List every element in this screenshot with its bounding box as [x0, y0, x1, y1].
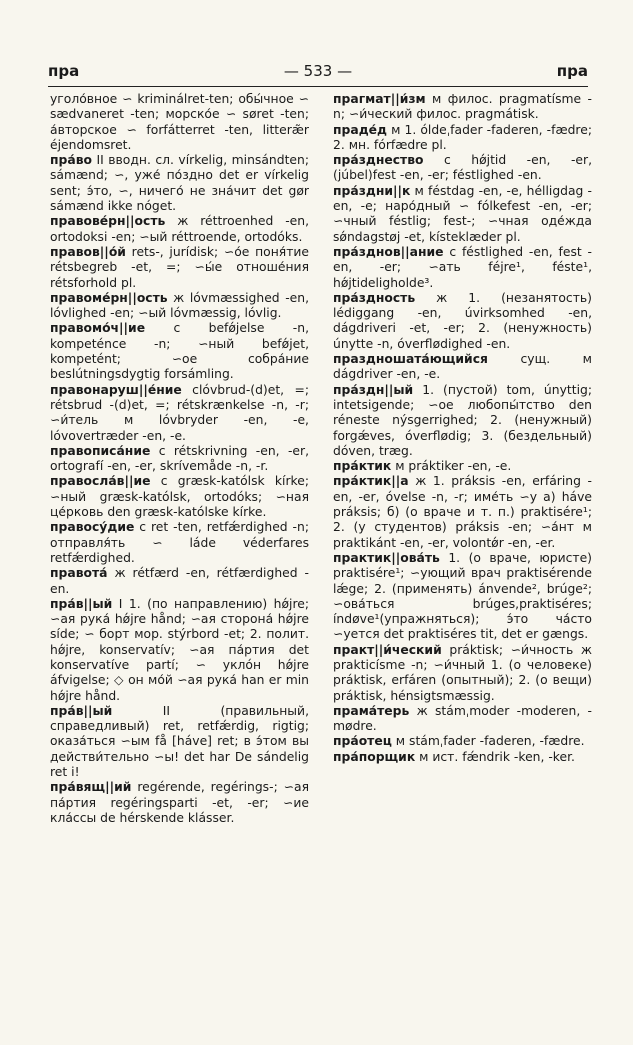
- dictionary-entry: [50, 474, 309, 520]
- dictionary-entry: [333, 383, 592, 459]
- entry-headword: пра́ктик: [333, 459, 392, 474]
- left-running-headword: пра: [48, 62, 80, 80]
- entry-text: ж 1. (незанятость) lédiggang -en, úvirksomhed -en, dágdriveri -et, -er; 2. (ненужность) únytte -n, óverflødighed -en.: [333, 290, 592, 351]
- entry-text: rets-, jurídisk; ∽о́е поня́тие rétsbegreb -et, =; ∽ы́е отноше́ния rétsforhold pl.: [50, 244, 309, 290]
- entry-text: м stámˌfader -faderen, -fædre.: [391, 734, 585, 749]
- entry-headword: пра́отец: [333, 734, 392, 749]
- dictionary-entry: [50, 92, 309, 153]
- dictionary-entry: [333, 92, 592, 123]
- dictionary-entry: [333, 474, 592, 550]
- entry-headword: практ||и́ческий: [333, 642, 442, 657]
- entry-text: 1. (о враче, юристе) praktisére¹; ∽ующий врач praktisérende lǽge; 2. (применять) ánvende², brúge²; ∽ова́ться brúges,praktiséres; índøve¹(упражняться); э́то ча́сто ∽уется det praktiséres tit, det er gængs.: [333, 550, 592, 642]
- entry-headword: пра́зднество: [333, 153, 424, 168]
- entry-text: I 1. (по направлению) hǿjre; ∽ая рука́ hǿjre hånd; ∽ая сторона́ hǿjre síde; ∽ борт мор. stýrbord -et; 2. полит. hǿjre, konservatív; ∽ая па́ртия det konservatíve partí; ∽ уклóн hǿjre áfvigelse; ◇ он мо́й ∽ая рука́ han er min hǿjre hånd.: [50, 596, 309, 703]
- dictionary-entry: [50, 214, 309, 245]
- entry-headword: пра́здность: [333, 290, 416, 305]
- dictionary-entry: [333, 734, 592, 749]
- entry-text: ж 1. práksis -en, erfáring -en, -er, óvelse -n, -r; име́ть ∽у a) háve práksis; б) (о враче и т. п.) praktisére¹; 2. (у студентов) práksis -en; ∽а́нт м praktikánt -en, -er, volontǿr -en, -er.: [333, 474, 592, 550]
- left-column: [50, 92, 309, 826]
- entry-headword: прама́терь: [333, 703, 410, 718]
- dictionary-entry: [50, 245, 309, 291]
- entry-headword: пра́ктик||а: [333, 474, 409, 489]
- dictionary-entry: [50, 520, 309, 566]
- dictionary-entry: [333, 352, 592, 383]
- dictionary-entry: [50, 383, 309, 444]
- entry-headword: правосу́дие: [50, 520, 135, 535]
- entry-text: м филос. pragmatísme -n; ∽и́ческий филос. pragmátisk.: [333, 92, 592, 122]
- entry-text: уголо́вное ∽ kriminálret-ten; обы́чное ∽ sædvaneret -ten; морско́е ∽ søret -ten; а́вторское ∽ forfátterret -ten, litteræ̃r éjendomsret.: [50, 92, 309, 152]
- dictionary-entry: [50, 780, 309, 826]
- dictionary-entry: [50, 704, 309, 780]
- entry-headword: праде́д: [333, 122, 388, 137]
- header-rule: [48, 86, 588, 87]
- dictionary-entry: [333, 123, 592, 154]
- entry-text: с befǿjelse -n, kompeténce -n; ∽ный befǿjet, kompetént; ∽ое собра́ние beslútningsdygtig forsámling.: [50, 321, 309, 382]
- entry-headword: правосла́в||ие: [50, 474, 151, 489]
- entry-text: с græsk-katólsk kírke; ∽ный græsk-katólsk, ortodóks; ∽ная це́рковь den græsk-katólske kírke.: [50, 474, 309, 520]
- entry-text: clóvbrud-(d)et, =; rétsbrud -(d)et, =; rétskrænkelse -n, -r; ∽и́тель м lóvbryder -en, -e, lóvovertræder -en, -e.: [50, 382, 309, 443]
- entry-headword: прагмат||и́зм: [333, 92, 426, 106]
- dictionary-entry: [50, 597, 309, 704]
- dictionary-entry: [333, 291, 592, 352]
- page-number: — 533 —: [283, 62, 353, 80]
- entry-headword: пра́порщик: [333, 749, 416, 764]
- dictionary-entry: [50, 291, 309, 322]
- entry-text: м féstdag -en, -e, hélligdag -en, -e; наро́дный ∽ fólkefest -en, -er; ∽чный féstlig; fest-; ∽чная оде́жда sǿndagstøj -et, kísteklæder pl.: [333, 183, 592, 244]
- entry-text: II (правильный, справедливый) ret, retfǽrdig, rigtig; оказа́ться ∽ым få [háve] ret; в э́том вы действи́тельно ∽ы! det har De sándelig ret i!: [50, 703, 309, 780]
- entry-text: ж stámˌmoder -moderen, -mødre.: [333, 703, 592, 734]
- entry-text: с hǿjtid -en, -er, (júbel)fest -en, -er; féstlighed -en.: [333, 153, 592, 183]
- entry-headword: правота́: [50, 566, 108, 581]
- entry-text: с féstlighed -en, fest -en, -er; ∽ать féjre¹, féste¹, hǿjtideligholde³.: [333, 244, 592, 290]
- entry-text: regérende, regérings-; ∽ая па́ртия regéringsparti -et, -er; ∽ие кла́ссы de hérskende klásser.: [50, 780, 309, 825]
- entry-text: с ret -ten, retfǽrdighed -n; отправля́ть ∽ láde véderfares retfǽrdighed.: [50, 520, 309, 565]
- entry-headword: правов||о́й: [50, 244, 126, 259]
- entry-text: II вводн. сл. vírkelig, minsándten; sámænd; ∽, уже́ по́здно det er vírkelig sent; э́то, ∽, ничего́ не зна́чит det gør sámænd ikke nóget.: [50, 153, 309, 214]
- entry-text: м 1. óldeˌfader -faderen, -fædre; 2. мн. fórfædre pl.: [333, 122, 592, 152]
- entry-headword: праздношата́ющийся: [333, 352, 488, 367]
- dictionary-entry: [333, 245, 592, 291]
- dictionary-entry: [333, 704, 592, 735]
- dictionary-entry: [333, 459, 592, 474]
- entry-headword: пра́зднов||ание: [333, 244, 444, 259]
- right-running-headword: пра: [556, 62, 588, 80]
- dictionary-entry: [50, 566, 309, 597]
- entry-headword: пра́в||ый: [50, 596, 113, 611]
- dictionary-entry: [333, 184, 592, 245]
- entry-headword: пра́здн||ый: [333, 382, 414, 397]
- entry-headword: пра́во: [50, 153, 92, 168]
- right-column: [333, 92, 592, 765]
- entry-headword: правоме́рн||ость: [50, 290, 168, 305]
- dictionary-entry: [333, 551, 592, 643]
- entry-text: сущ. м dágdriver -en, -e.: [333, 352, 592, 382]
- entry-headword: пра́в||ый: [50, 703, 113, 718]
- entry-headword: правове́рн||ость: [50, 214, 166, 229]
- entry-text: с rétskrivning -en, -er, ortografí -en, -er, skrívemåde -n, -r.: [50, 443, 309, 474]
- entry-headword: пра́здни||к: [333, 183, 411, 198]
- entry-text: ж réttroenhed -en, ortodoksi -en; ∽ый réttroende, ortodóks.: [50, 214, 309, 244]
- entry-headword: правомо́ч||ие: [50, 321, 146, 336]
- entry-headword: пра́вящ||ий: [50, 780, 132, 795]
- entry-text: 1. (пустой) tom, únyttig; intetsigende; ∽ое любопы́тство den réneste nýsgerrighed; 2. (ненужный) forgǽves, óverflødig; 3. (бездельный) dóven, træg.: [333, 382, 592, 458]
- dictionary-entry: [333, 750, 592, 765]
- dictionary-entry: [50, 321, 309, 382]
- dictionary-entry: [333, 643, 592, 704]
- entry-headword: правонаруш||е́ние: [50, 382, 182, 397]
- entry-headword: правописа́ние: [50, 443, 151, 458]
- dictionary-entry: [50, 444, 309, 475]
- dictionary-entry: [50, 153, 309, 214]
- entry-text: práktisk; ∽и́чность ж prakticísme -n; ∽и́чный 1. (о человеке) práktisk, erfáren (опытный); 2. (о вещи) práktisk, hénsigtsmæssig.: [333, 642, 592, 703]
- entry-headword: практик||ова́ть: [333, 550, 440, 565]
- entry-text: м práktiker -en, -e.: [391, 459, 512, 474]
- entry-text: м ист. fǽndrik -ken, -ker.: [415, 749, 575, 764]
- entry-text: ж rétfærd -en, rétfærdighed -en.: [50, 566, 309, 596]
- dictionary-entry: [333, 153, 592, 184]
- entry-text: ж lóvmæssighed -en, lóvlighed -en; ∽ый lóvmæssig, lóvlig.: [50, 290, 309, 321]
- page-header: [48, 60, 588, 84]
